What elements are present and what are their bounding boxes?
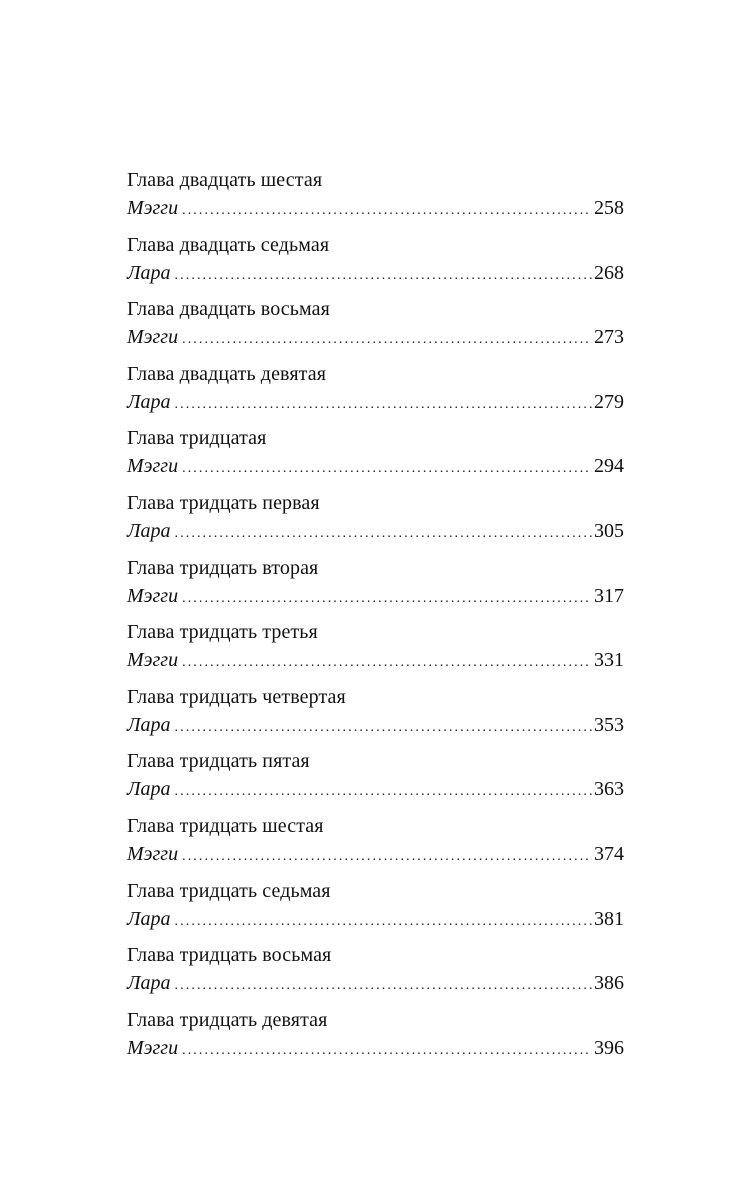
chapter-title: Глава тридцать первая: [127, 491, 320, 514]
toc-entry-line: [127, 711, 624, 739]
chapter-title: Глава тридцать вторая: [127, 556, 319, 579]
toc-entry-line: [127, 1034, 624, 1062]
toc-entry-line: [127, 905, 624, 933]
toc-entry-line: [127, 969, 624, 997]
page-number: 305: [594, 519, 624, 542]
chapter-title: Глава тридцать четвертая: [127, 685, 346, 708]
toc-entry-line: [127, 646, 624, 674]
page-number: 258: [594, 197, 624, 219]
narrator-name: Мэгги: [127, 326, 179, 349]
page-number: 381: [594, 907, 624, 930]
chapter-title: Глава тридцать пятая: [127, 750, 310, 773]
toc-entry-line: [127, 259, 624, 287]
chapter-title: Глава двадцать девятая: [127, 362, 326, 385]
page-number: 374: [594, 842, 624, 865]
toc-entry-line: [127, 194, 624, 222]
table-of-contents: [127, 166, 624, 1070]
toc-entry-line: [127, 452, 624, 480]
narrator-name: Мэгги: [127, 197, 179, 219]
narrator-name: Лара: [127, 261, 171, 284]
page-number: 317: [594, 584, 624, 607]
dot-leader: [182, 197, 592, 225]
page-number: 331: [594, 649, 624, 672]
narrator-name: Лара: [127, 907, 171, 930]
toc-entry-line: [127, 582, 624, 610]
narrator-name: Мэгги: [127, 649, 179, 672]
toc-entry[interactable]: [127, 1006, 624, 1071]
page-number: 396: [594, 1036, 624, 1059]
dot-leader: [175, 972, 592, 1000]
toc-entry[interactable]: [127, 231, 624, 296]
page-number: 363: [594, 778, 624, 801]
dot-leader: [182, 326, 592, 354]
toc-entry[interactable]: [127, 812, 624, 877]
toc-entry-line: [127, 775, 624, 803]
toc-entry[interactable]: [127, 747, 624, 812]
toc-entry[interactable]: [127, 295, 624, 360]
narrator-name: Лара: [127, 390, 171, 413]
narrator-name: Мэгги: [127, 842, 179, 865]
toc-entry-line: [127, 323, 624, 351]
toc-entry[interactable]: [127, 489, 624, 554]
dot-leader: [175, 908, 592, 936]
toc-entry-line: [127, 388, 624, 416]
toc-entry[interactable]: [127, 166, 624, 231]
narrator-name: Лара: [127, 519, 171, 542]
chapter-title: Глава тридцать третья: [127, 621, 318, 644]
dot-leader: [175, 391, 592, 419]
narrator-name: Мэгги: [127, 455, 179, 478]
narrator-name: Мэгги: [127, 584, 179, 607]
dot-leader: [175, 778, 592, 806]
chapter-title: Глава тридцать девятая: [127, 1008, 328, 1031]
chapter-title: Глава тридцать седьмая: [127, 879, 331, 902]
narrator-name: Лара: [127, 972, 171, 995]
toc-entry[interactable]: [127, 683, 624, 748]
toc-entry[interactable]: [127, 554, 624, 619]
dot-leader: [182, 843, 592, 871]
dot-leader: [182, 585, 592, 613]
chapter-title: Глава тридцать шестая: [127, 814, 324, 837]
dot-leader: [175, 520, 592, 548]
page-number: 279: [594, 390, 624, 413]
page-number: 294: [594, 455, 624, 478]
dot-leader: [182, 1037, 592, 1065]
page-number: 273: [594, 326, 624, 349]
dot-leader: [182, 649, 592, 677]
toc-entry-line: [127, 840, 624, 868]
narrator-name: Лара: [127, 713, 171, 736]
page-number: 386: [594, 972, 624, 995]
dot-leader: [175, 714, 592, 742]
narrator-name: Лара: [127, 778, 171, 801]
chapter-title: Глава тридцать восьмая: [127, 944, 332, 967]
toc-entry[interactable]: [127, 941, 624, 1006]
toc-entry[interactable]: [127, 618, 624, 683]
dot-leader: [175, 262, 592, 290]
chapter-title: Глава двадцать восьмая: [127, 298, 330, 321]
page-number: 353: [594, 713, 624, 736]
narrator-name: Мэгги: [127, 1036, 179, 1059]
chapter-title: Глава двадцать шестая: [127, 169, 323, 191]
toc-entry[interactable]: [127, 424, 624, 489]
dot-leader: [182, 455, 592, 483]
toc-entry[interactable]: [127, 877, 624, 942]
chapter-title: Глава двадцать седьмая: [127, 233, 330, 256]
chapter-title: Глава тридцатая: [127, 427, 267, 450]
page-number: 268: [594, 261, 624, 284]
toc-entry-line: [127, 517, 624, 545]
toc-entry[interactable]: [127, 360, 624, 425]
